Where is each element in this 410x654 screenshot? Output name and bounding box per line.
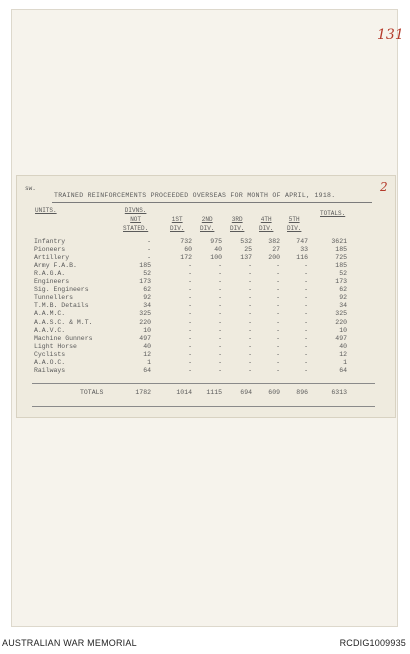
cell-total: 62 bbox=[339, 286, 347, 294]
table-row bbox=[17, 278, 397, 286]
reinforcements-table-slip bbox=[16, 175, 396, 418]
unit-name: A.A.O.C. bbox=[34, 358, 66, 366]
cell-divns-not-stated: 173 bbox=[139, 278, 151, 286]
cell-divns-not-stated: 64 bbox=[143, 366, 151, 374]
cell-5th-div: - bbox=[304, 278, 308, 286]
cell-total: 185 bbox=[335, 246, 347, 254]
cell-divns-not-stated: 325 bbox=[139, 310, 151, 318]
table-row bbox=[17, 367, 397, 375]
cell-3rd-div: - bbox=[248, 270, 252, 278]
cell-3rd-div: - bbox=[248, 350, 252, 358]
cell-3rd-div: - bbox=[248, 358, 252, 366]
total-2nd-div: 1115 bbox=[206, 389, 222, 396]
cell-2nd-div: - bbox=[218, 302, 222, 310]
cell-1st-div: 172 bbox=[180, 254, 192, 262]
cell-2nd-div: - bbox=[218, 342, 222, 350]
total-1st-div: 1014 bbox=[176, 389, 192, 396]
unit-name: A.A.V.C. bbox=[34, 326, 66, 334]
cell-4th-div: - bbox=[276, 278, 280, 286]
totals-label: TOTALS bbox=[80, 389, 104, 396]
unit-name: T.M.B. Details bbox=[34, 302, 89, 310]
cell-total: 1 bbox=[343, 358, 347, 366]
title-rule bbox=[52, 202, 372, 203]
table-row bbox=[17, 335, 397, 343]
unit-name: Army F.A.B. bbox=[34, 262, 77, 270]
cell-3rd-div: - bbox=[248, 326, 252, 334]
cell-2nd-div: 975 bbox=[210, 238, 222, 245]
cell-total: 725 bbox=[335, 254, 347, 262]
cell-2nd-div: - bbox=[218, 310, 222, 318]
header-3rd-div: 3RD DIV. bbox=[230, 216, 245, 232]
cell-1st-div: - bbox=[188, 302, 192, 310]
cell-4th-div: - bbox=[276, 358, 280, 366]
cell-3rd-div: - bbox=[248, 262, 252, 270]
cell-total: 497 bbox=[335, 334, 347, 342]
cell-1st-div: - bbox=[188, 286, 192, 294]
cell-4th-div: 200 bbox=[268, 254, 280, 262]
unit-name: Engineers bbox=[34, 278, 70, 286]
cell-1st-div: - bbox=[188, 342, 192, 350]
cell-total: 12 bbox=[339, 350, 347, 358]
header-5th-div: 5TH DIV. bbox=[287, 216, 302, 232]
cell-4th-div: - bbox=[276, 294, 280, 302]
unit-name: Infantry bbox=[34, 238, 66, 245]
total-divns-not-stated: 1782 bbox=[135, 389, 151, 396]
cell-1st-div: - bbox=[188, 278, 192, 286]
cell-1st-div: - bbox=[188, 270, 192, 278]
cell-2nd-div: - bbox=[218, 262, 222, 270]
cell-5th-div: - bbox=[304, 366, 308, 374]
cell-5th-div: - bbox=[304, 358, 308, 366]
cell-5th-div: - bbox=[304, 286, 308, 294]
reference-code: sw. bbox=[25, 185, 36, 192]
cell-divns-not-stated: - bbox=[147, 238, 151, 245]
unit-name: Artillery bbox=[34, 254, 70, 262]
cell-5th-div: - bbox=[304, 342, 308, 350]
cell-2nd-div: - bbox=[218, 278, 222, 286]
cell-4th-div: - bbox=[276, 350, 280, 358]
cell-divns-not-stated: 185 bbox=[139, 262, 151, 270]
cell-divns-not-stated: 12 bbox=[143, 350, 151, 358]
cell-3rd-div: - bbox=[248, 318, 252, 326]
table-row bbox=[17, 254, 397, 262]
cell-4th-div: - bbox=[276, 342, 280, 350]
cell-total: 325 bbox=[335, 310, 347, 318]
cell-divns-not-stated: 497 bbox=[139, 334, 151, 342]
footer-record-id: RCDIG1009935 bbox=[339, 638, 406, 648]
cell-5th-div: - bbox=[304, 334, 308, 342]
cell-5th-div: - bbox=[304, 302, 308, 310]
cell-4th-div: - bbox=[276, 326, 280, 334]
unit-name: Tunnellers bbox=[34, 294, 74, 302]
totals-row bbox=[17, 389, 397, 397]
unit-name: Cyclists bbox=[34, 350, 66, 358]
cell-total: 34 bbox=[339, 302, 347, 310]
header-4th-div: 4TH DIV. bbox=[259, 216, 274, 232]
cell-3rd-div: - bbox=[248, 334, 252, 342]
cell-5th-div: 33 bbox=[300, 246, 308, 254]
cell-total: 92 bbox=[339, 294, 347, 302]
cell-2nd-div: - bbox=[218, 270, 222, 278]
cell-divns-not-stated: 220 bbox=[139, 318, 151, 326]
cell-2nd-div: - bbox=[218, 286, 222, 294]
cell-3rd-div: 25 bbox=[244, 246, 252, 254]
unit-name: Light Horse bbox=[34, 342, 77, 350]
cell-5th-div: - bbox=[304, 294, 308, 302]
cell-2nd-div: - bbox=[218, 350, 222, 358]
cell-5th-div: 116 bbox=[296, 254, 308, 262]
table-row bbox=[17, 262, 397, 270]
table-row bbox=[17, 286, 397, 294]
folio-number: 131 bbox=[377, 27, 404, 43]
total-4th-div: 609 bbox=[268, 389, 280, 396]
cell-5th-div: - bbox=[304, 326, 308, 334]
cell-5th-div: - bbox=[304, 310, 308, 318]
cell-1st-div: 60 bbox=[184, 246, 192, 254]
cell-divns-not-stated: 40 bbox=[143, 342, 151, 350]
cell-divns-not-stated: 92 bbox=[143, 294, 151, 302]
total-3rd-div: 694 bbox=[240, 389, 252, 396]
cell-4th-div: - bbox=[276, 310, 280, 318]
table-row bbox=[17, 351, 397, 359]
table-title: TRAINED REINFORCEMENTS PROCEEDED OVERSEAS FOR MONTH OF APRIL, 1918. bbox=[54, 192, 336, 199]
cell-total: 185 bbox=[335, 262, 347, 270]
cell-4th-div: - bbox=[276, 318, 280, 326]
table-row bbox=[17, 310, 397, 318]
cell-1st-div: - bbox=[188, 366, 192, 374]
cell-total: 64 bbox=[339, 366, 347, 374]
cell-2nd-div: - bbox=[218, 318, 222, 326]
totals-rule-bottom bbox=[32, 406, 375, 407]
cell-4th-div: - bbox=[276, 270, 280, 278]
cell-4th-div: - bbox=[276, 366, 280, 374]
unit-name: Sig. Engineers bbox=[34, 286, 89, 294]
cell-1st-div: - bbox=[188, 358, 192, 366]
cell-2nd-div: 40 bbox=[214, 246, 222, 254]
table-row bbox=[17, 302, 397, 310]
cell-total: 52 bbox=[339, 270, 347, 278]
cell-divns-not-stated: 34 bbox=[143, 302, 151, 310]
header-units: UNITS. bbox=[35, 207, 57, 214]
header-totals: TOTALS. bbox=[320, 210, 346, 217]
cell-total: 220 bbox=[335, 318, 347, 326]
cell-5th-div: - bbox=[304, 350, 308, 358]
header-1st-div: 1ST DIV. bbox=[170, 216, 185, 232]
cell-1st-div: - bbox=[188, 318, 192, 326]
unit-name: Machine Gunners bbox=[34, 334, 93, 342]
cell-3rd-div: 137 bbox=[240, 254, 252, 262]
cell-3rd-div: - bbox=[248, 286, 252, 294]
cell-4th-div: - bbox=[276, 334, 280, 342]
unit-name: R.A.G.A. bbox=[34, 270, 66, 278]
cell-3rd-div: - bbox=[248, 342, 252, 350]
cell-5th-div: - bbox=[304, 318, 308, 326]
cell-4th-div: 27 bbox=[272, 246, 280, 254]
cell-divns-not-stated: 1 bbox=[147, 358, 151, 366]
cell-divns-not-stated: - bbox=[147, 246, 151, 254]
cell-3rd-div: - bbox=[248, 278, 252, 286]
cell-4th-div: 382 bbox=[268, 238, 280, 245]
cell-total: 173 bbox=[335, 278, 347, 286]
total-grand: 6313 bbox=[331, 389, 347, 396]
cell-2nd-div: - bbox=[218, 326, 222, 334]
table-row bbox=[17, 270, 397, 278]
cell-divns-not-stated: 10 bbox=[143, 326, 151, 334]
page-marker: 2 bbox=[380, 180, 388, 194]
table-row bbox=[17, 359, 397, 367]
cell-3rd-div: - bbox=[248, 366, 252, 374]
cell-1st-div: - bbox=[188, 310, 192, 318]
cell-2nd-div: - bbox=[218, 358, 222, 366]
cell-5th-div: 747 bbox=[296, 238, 308, 245]
cell-1st-div: - bbox=[188, 334, 192, 342]
cell-1st-div: - bbox=[188, 262, 192, 270]
footer-institution: AUSTRALIAN WAR MEMORIAL bbox=[2, 638, 137, 648]
cell-3rd-div: - bbox=[248, 302, 252, 310]
unit-name: Railways bbox=[34, 366, 66, 374]
cell-total: 3621 bbox=[331, 238, 347, 245]
header-2nd-div: 2ND DIV. bbox=[200, 216, 215, 232]
cell-1st-div: - bbox=[188, 350, 192, 358]
table-row bbox=[17, 246, 397, 254]
cell-2nd-div: 100 bbox=[210, 254, 222, 262]
cell-2nd-div: - bbox=[218, 366, 222, 374]
cell-1st-div: - bbox=[188, 326, 192, 334]
cell-1st-div: - bbox=[188, 294, 192, 302]
table-row bbox=[17, 238, 397, 246]
cell-1st-div: 732 bbox=[180, 238, 192, 245]
cell-5th-div: - bbox=[304, 262, 308, 270]
table-row bbox=[17, 319, 397, 327]
cell-4th-div: - bbox=[276, 262, 280, 270]
unit-name: A.A.M.C. bbox=[34, 310, 66, 318]
unit-name: Pioneers bbox=[34, 246, 66, 254]
table-row bbox=[17, 327, 397, 335]
cell-2nd-div: - bbox=[218, 294, 222, 302]
cell-4th-div: - bbox=[276, 302, 280, 310]
table-row bbox=[17, 343, 397, 351]
cell-3rd-div: 532 bbox=[240, 238, 252, 245]
cell-3rd-div: - bbox=[248, 294, 252, 302]
header-divns-not-stated: DIVNS. NOT STATED. bbox=[123, 207, 149, 232]
cell-divns-not-stated: 52 bbox=[143, 270, 151, 278]
cell-4th-div: - bbox=[276, 286, 280, 294]
unit-name: A.A.S.C. & M.T. bbox=[34, 318, 93, 326]
cell-divns-not-stated: - bbox=[147, 254, 151, 262]
cell-5th-div: - bbox=[304, 270, 308, 278]
table-row bbox=[17, 294, 397, 302]
cell-total: 10 bbox=[339, 326, 347, 334]
total-5th-div: 896 bbox=[296, 389, 308, 396]
cell-total: 40 bbox=[339, 342, 347, 350]
totals-rule-top bbox=[32, 383, 375, 384]
cell-2nd-div: - bbox=[218, 334, 222, 342]
cell-divns-not-stated: 62 bbox=[143, 286, 151, 294]
cell-3rd-div: - bbox=[248, 310, 252, 318]
